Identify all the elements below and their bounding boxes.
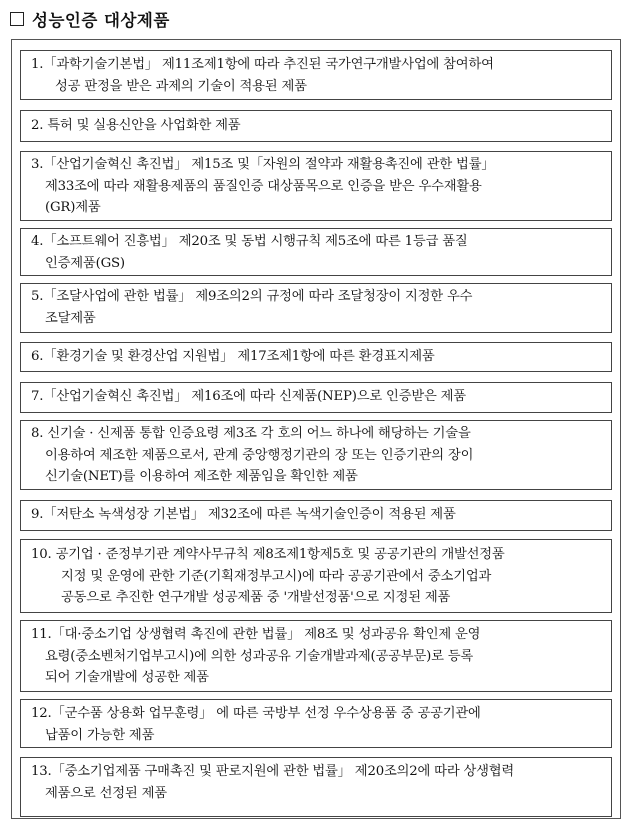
item-line: 8. 신기술 · 신제품 통합 인증요령 제3조 각 호의 어느 하나에 해당하는 기술을	[31, 426, 471, 441]
item-line: 이용하여 제조한 제품으로서, 관계 중앙행정기관의 장 또는 인증기관의 장이	[45, 447, 474, 463]
item-line: 3.「산업기술혁신 촉진법」 제15조 및「자원의 절약과 재활용촉진에 관한 법률」	[31, 157, 495, 172]
item-line: (GR)제품	[45, 200, 101, 215]
list-item-12	[20, 699, 612, 748]
list-item-2	[20, 110, 612, 142]
page-title: 성능인증 대상제품	[32, 11, 170, 30]
list-item-8	[20, 420, 612, 490]
item-line: 지정 및 운영에 관한 기준(기획재정부고시)에 따라 공공기관에서 중소기업과	[61, 568, 492, 584]
item-line: 13.「중소기업제품 구매촉진 및 판로지원에 관한 법률」 제20조의2에 따라 상생협력	[31, 764, 515, 779]
item-line: 9.「저탄소 녹색성장 기본법」 제32조에 따른 녹색기술인증이 적용된 제품	[31, 507, 456, 522]
item-line: 10. 공기업 · 준정부기관 계약사무규칙 제8조제1항제5호 및 공공기관의 개발선정품	[31, 547, 505, 562]
list-item-10	[20, 539, 612, 613]
list-item-6	[20, 342, 612, 372]
item-line: 1.「과학기술기본법」 제11조제1항에 따라 추진된 국가연구개발사업에 참여하여	[31, 57, 494, 72]
criteria-table	[11, 39, 621, 819]
list-item-5	[20, 283, 612, 333]
item-line: 6.「환경기술 및 환경산업 지원법」 제17조제1항에 따른 환경표지제품	[31, 349, 435, 364]
item-line: 인증제품(GS)	[45, 255, 125, 271]
section-heading	[10, 6, 170, 32]
item-line: 성공 판정을 받은 과제의 기술이 적용된 제품	[55, 78, 307, 94]
item-line: 12.「군수품 상용화 업무훈령」 에 따른 국방부 선정 우수상용품 중 공공기관에	[31, 706, 481, 721]
item-line: 제33조에 따라 재활용제품의 품질인증 대상품목으로 인증을 받은 우수재활용	[45, 178, 482, 194]
checkbox-icon	[10, 12, 24, 26]
item-line: 신기술(NET)를 이용하여 제조한 제품임을 확인한 제품	[45, 469, 358, 484]
item-line: 조달제품	[45, 310, 96, 326]
item-line: 4.「소프트웨어 진흥법」 제20조 및 동법 시행규칙 제5조에 따른 1등급 품질	[31, 234, 468, 249]
item-line: 공동으로 추진한 연구개발 성공제품 중 '개발선정품'으로 지정된 제품	[61, 590, 451, 605]
item-line: 7.「산업기술혁신 촉진법」 제16조에 따라 신제품(NEP)으로 인증받은 제품	[31, 389, 466, 404]
item-line: 요령(중소벤처기업부고시)에 의한 성과공유 기술개발과제(공공부문)로 등록	[45, 648, 474, 664]
list-item-9	[20, 500, 612, 531]
item-line: 되어 기술개발에 성공한 제품	[45, 670, 209, 685]
list-item-11	[20, 620, 612, 692]
item-line: 납품이 가능한 제품	[45, 727, 155, 743]
item-line: 5.「조달사업에 관한 법률」 제9조의2의 규정에 따라 조달청장이 지정한 우수	[31, 289, 473, 304]
list-item-7	[20, 382, 612, 413]
list-item-4	[20, 228, 612, 276]
item-line: 제품으로 선정된 제품	[45, 785, 167, 801]
item-line: 11.「대·중소기업 상생협력 촉진에 관한 법률」 제8조 및 성과공유 확인제 운영	[31, 627, 481, 642]
list-item-13	[20, 757, 612, 817]
list-item-3	[20, 151, 612, 221]
item-line: 2. 특허 및 실용신안을 사업화한 제품	[31, 118, 241, 133]
list-item-1	[20, 50, 612, 100]
